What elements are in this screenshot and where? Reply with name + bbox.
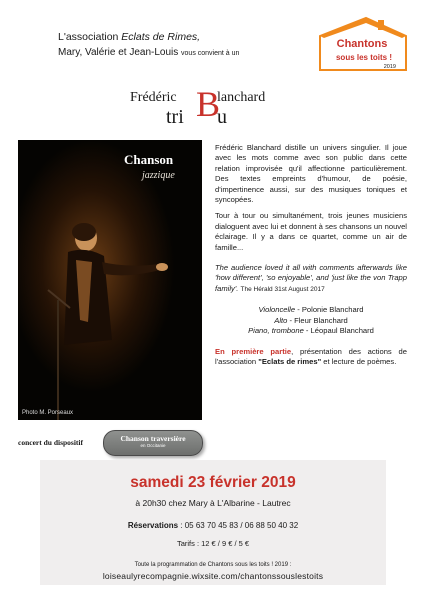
chanson-traversiere-badge (103, 430, 203, 456)
performer-silhouette-icon (18, 140, 202, 420)
cast-instrument: Piano, trombone (248, 326, 304, 336)
first-part-text: , présentation des actions de l'association (215, 346, 407, 367)
photo-credit: Photo M. Porseaux (22, 410, 74, 416)
quote-text: The audience loved it all with comments afterwards like 'how different', 'so enjoyable', and 'just like the von Trapp family'. (215, 263, 407, 293)
artist-tri: tri (166, 106, 184, 128)
intro-prefix: L'association (58, 31, 122, 43)
association-name: Eclats de Rimes, (121, 31, 201, 43)
badge-line1: Chanson traversière (120, 434, 186, 443)
first-part-text-end: et lecture de poèmes. (321, 357, 397, 367)
artist-title (130, 86, 280, 128)
first-part-note (215, 347, 407, 368)
chantons-logo (318, 14, 408, 74)
badge-line2: en Occitanie (140, 443, 166, 448)
artist-first-name: Frédéric (130, 90, 177, 105)
first-part-label: En première partie (215, 346, 292, 356)
photo-subtitle: jazzique (142, 170, 175, 181)
tarifs: Tarifs : 12 € / 9 € / 5 € (176, 539, 250, 548)
artist-u: u (217, 106, 227, 128)
cast-name: - Fleur Blanchard (287, 315, 348, 325)
description-paragraph-2: Tour à tour ou simultanément, trois jeunes musiciens dialoguent avec lui et donnent à ses chansons un nouvel éclairage. Il y a dans ce quartet, comme un air de famille... (215, 211, 407, 252)
logo-line2: sous les toits ! (335, 53, 393, 62)
first-part-association: "Eclats de rimes" (258, 357, 322, 367)
reservations (40, 521, 386, 530)
intro-suffix: vous convient à un (181, 50, 240, 57)
intro-text (58, 30, 308, 61)
dispositif-label: concert du dispositif (18, 438, 84, 447)
concert-photo (18, 140, 202, 420)
artist-last-name-rest: lanchard (217, 90, 266, 105)
cast-item (215, 305, 407, 316)
cast-instrument: Violoncelle (258, 305, 296, 315)
photo-title: Chanson (124, 152, 174, 167)
reservations-numbers: : 05 63 70 45 83 / 06 88 50 40 32 (178, 521, 299, 530)
event-info-box (40, 460, 386, 585)
event-date: samedi 23 février 2019 (130, 474, 296, 491)
cast-name: - Léopaul Blanchard (303, 326, 374, 336)
cast-item (215, 316, 407, 327)
cast-list (215, 305, 407, 337)
cast-instrument: Alto (274, 315, 288, 325)
house-roof-logo-icon (318, 14, 408, 74)
logo-line1: Chantons (336, 38, 388, 50)
programme-url[interactable]: loiseaulyrecompagnie.wixsite.com/chantonssouslestoits (102, 571, 324, 581)
press-quote (215, 263, 407, 295)
event-place: à 20h30 chez Mary à L'Albarine - Lautrec (135, 498, 291, 508)
cast-name: - Polonie Blanchard (295, 305, 364, 315)
cast-item (215, 326, 407, 337)
description-paragraph-1: Frédéric Blanchard distille un univers singulier. Il joue avec les mots comme avec son public dans cette relation improvisée qu'il affectionne particulièrement. Des textes empreints d'humour, de poésie, d'impertinence aussi, sur des musiques toniques et syncopées. (215, 143, 407, 205)
quote-source: The Hérald 31st August 2017 (240, 285, 325, 293)
artist-initial-b: B (196, 84, 221, 124)
description-column (215, 143, 407, 374)
hosts-names: Mary, Valérie et Jean-Louis (58, 47, 179, 58)
programme-note: Toute la programmation de Chantons sous les toits ! 2019 : (134, 562, 292, 568)
logo-year: 2019 (383, 64, 396, 70)
reservations-label: Réservations (127, 521, 179, 530)
